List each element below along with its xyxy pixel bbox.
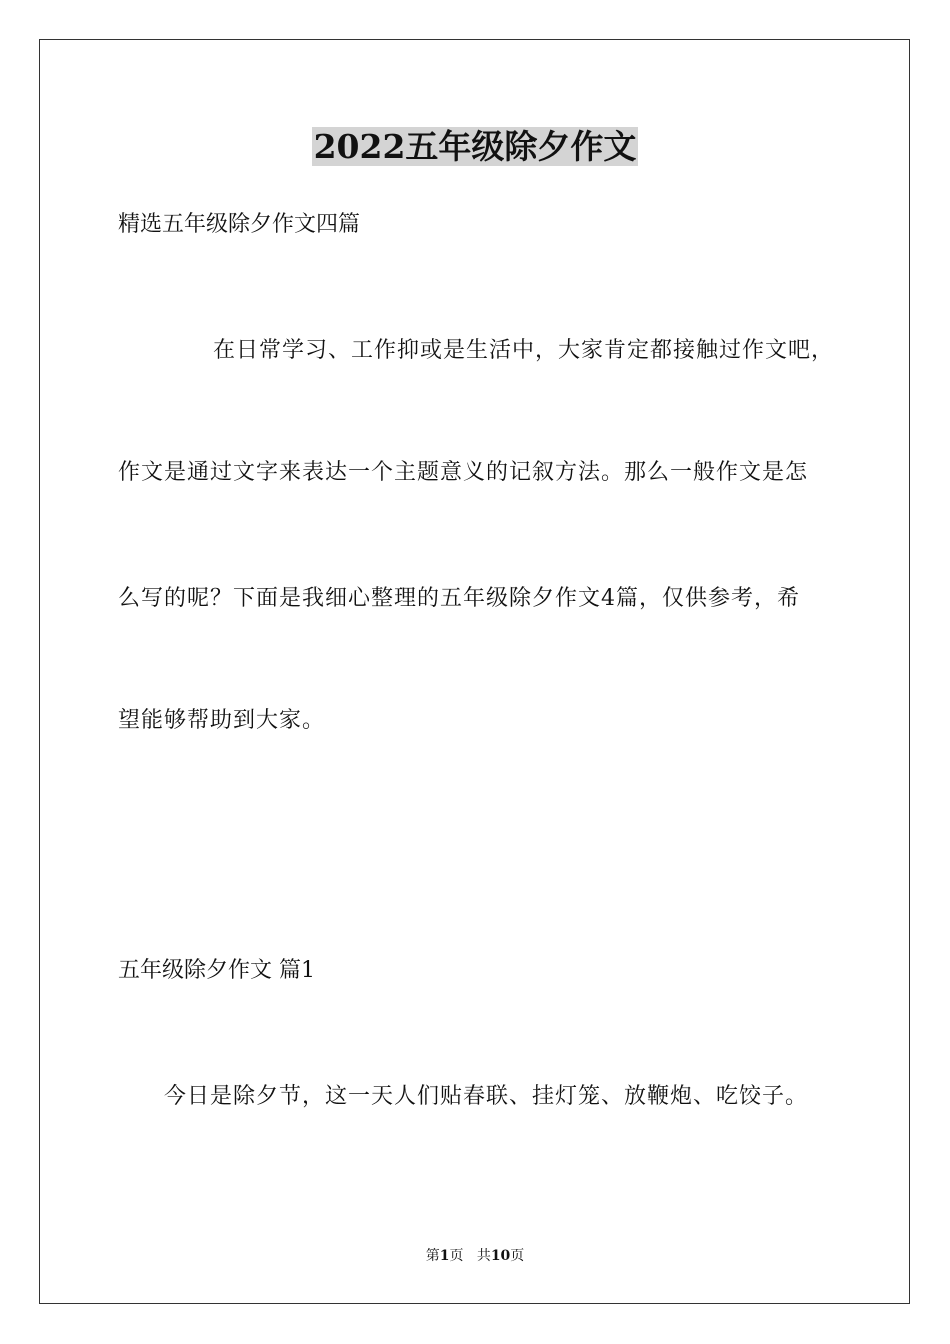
footer-page-current: 1 (439, 1248, 450, 1264)
document-title (0, 126, 950, 168)
intro-line-4: 望能够帮助到大家。 (118, 708, 326, 733)
intro-line-2: 作文是通过文字来表达一个主题意义的记叙方法。那么一般作文是怎 (118, 460, 809, 485)
footer-page-prefix: 第 (425, 1248, 440, 1264)
intro-line-3: 么写的呢？下面是我细心整理的五年级除夕作文4篇，仅供参考，希 (118, 586, 800, 611)
section-heading: 五年级除夕作文 篇1 (118, 958, 315, 983)
document-subtitle: 精选五年级除夕作文四篇 (118, 212, 361, 237)
footer-page-total: 10 (490, 1248, 511, 1264)
page-footer (0, 1247, 950, 1265)
footer-total-suffix: 页 (510, 1248, 525, 1264)
document-title-text: 2022五年级除夕作文 (313, 127, 637, 166)
intro-line-1: 在日常学习、工作抑或是生活中，大家肯定都接触过作文吧， (213, 338, 835, 363)
section-paragraph-line: 今日是除夕节，这一天人们贴春联、挂灯笼、放鞭炮、吃饺子。 (164, 1084, 809, 1109)
footer-total-prefix: 共 (476, 1248, 491, 1264)
footer-page-suffix: 页 (449, 1248, 464, 1264)
